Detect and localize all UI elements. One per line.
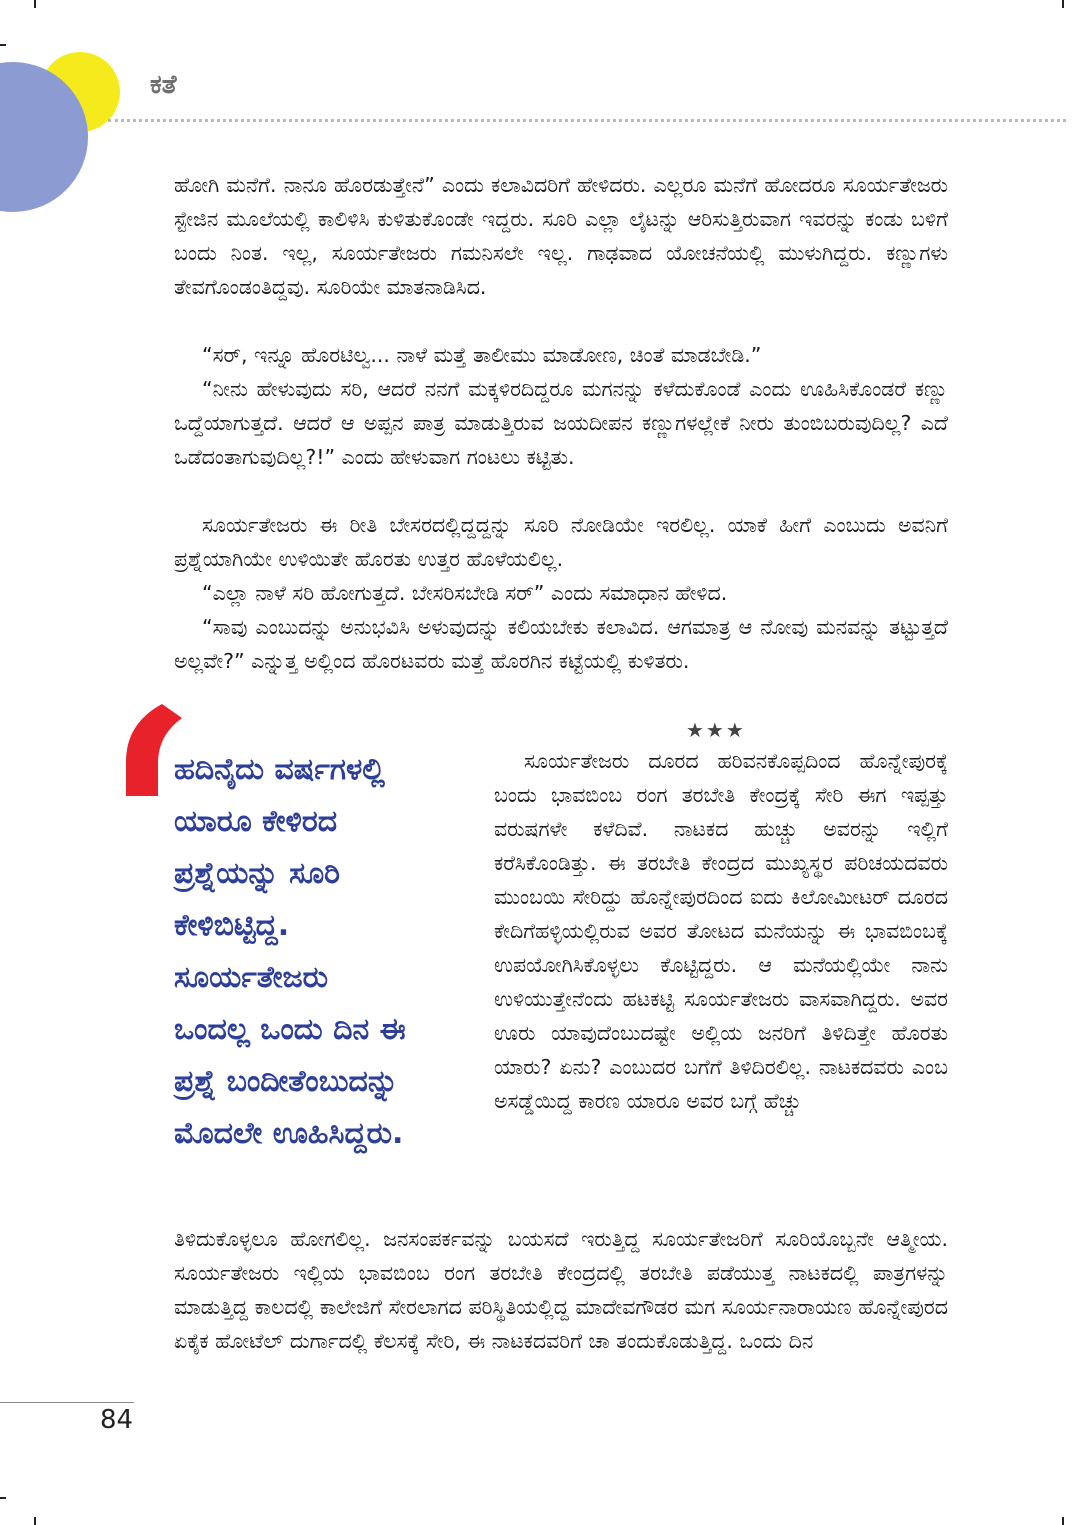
page-number: 84 xyxy=(100,1405,134,1435)
crop-mark xyxy=(1062,0,1064,8)
body-paragraph: “ಎಲ್ಲಾ ನಾಳೆ ಸರಿ ಹೋಗುತ್ತದೆ. ಬೇಸರಿಸಬೇಡಿ ಸರ್” ಎಂದು ಸಮಾಧಾನ ಹೇಳಿದ. xyxy=(202,581,728,605)
dotted-divider xyxy=(108,119,1066,122)
pull-quote-line: ಸೂರ್ಯತೇಜರು xyxy=(174,960,329,995)
column-paragraph: ಸೂರ್ಯತೇಜರು ದೂರದ ಹರಿವನಕೊಪ್ಪದಿಂದ ಹೊನ್ನೇಪುರಕ್ಕೆ ಬಂದು ಭಾವಬಿಂಬ ರಂಗ ತರಬೇತಿ ಕೇಂದ್ರಕ್ಕೆ ಸೇರಿ ಈಗ ಇಪ್ಪತ್ತು ವರುಷಗಳೇ ಕಳೆದಿವೆ. ನಾಟಕದ ಹುಚ್ಚು ಅವರನ್ನು ಇಲ್ಲಿಗೆ ಕರೆಸಿಕೊಂಡಿತ್ತು. ಈ ತರಬೇತಿ ಕೇಂದ್ರದ ಮುಖ್ಯಸ್ಥರ ಪರಿಚಯದವರು ಮುಂಬಯಿ ಸೇರಿದ್ದು ಹೊನ್ನೇಪುರದಿಂದ ಐದು ಕಿಲೋಮೀಟರ್ ದೂರದ ಕೇದಿಗೆಹಳ್ಳಿಯಲ್ಲಿರುವ ಅವರ ತೋಟದ ಮನೆಯನ್ನು ಈ ಭಾವಬಿಂಬಕ್ಕೆ ಉಪಯೋಗಿಸಿಕೊಳ್ಳಲು ಕೊಟ್ಟಿದ್ದರು. ಆ ಮನೆಯಲ್ಲಿಯೇ ನಾನು ಉಳಿಯುತ್ತೇನೆಂದು ಹಟಕಟ್ಟಿ ಸೂರ್ಯತೇಜರು ವಾಸವಾಗಿದ್ದರು. ಅವರ ಊರು ಯಾವುದೆಂಬುದಷ್ಟೇ ಅಲ್ಲಿಯ ಜನರಿಗೆ ತಿಳಿದಿತ್ತೇ ಹೊರತು ಯಾರು? ಏನು? ಎಂಬುದರ ಬಗೆಗೆ ತಿಳಿದಿರಲಿಲ್ಲ. ನಾಟಕದವರು ಎಂಬ ಅಸಡ್ಡೆಯಿದ್ದ ಕಾರಣ ಯಾರೂ ಅವರ ಬಗ್ಗೆ ಹೆಚ್ಚು xyxy=(494,749,948,1113)
crop-mark xyxy=(34,1517,36,1525)
pull-quote-line: ಪ್ರಶ್ನೆ ಬಂದೀತೆಂಬುದನ್ನು xyxy=(174,1064,399,1099)
body-paragraph: “ಸರ್, ಇನ್ನೂ ಹೊರಟಿಲ್ವ... ನಾಳೆ ಮತ್ತೆ ತಾಲೀಮು ಮಾಡೋಣ, ಚಿಂತೆ ಮಾಡಬೇಡಿ.” xyxy=(202,343,762,367)
footer-rule xyxy=(0,1402,134,1403)
crop-mark xyxy=(1062,1517,1064,1525)
crop-mark xyxy=(34,0,36,8)
pull-quote-line: ಒಂದಲ್ಲ ಒಂದು ದಿನ ಈ xyxy=(174,1012,406,1047)
pull-quote-line: ಪ್ರಶ್ನೆಯನ್ನು ಸೂರಿ xyxy=(174,856,340,891)
pull-quote-line: ಕೇಳಿಬಿಟ್ಟಿದ್ದ. xyxy=(174,908,290,943)
pull-quote-line: ಹದಿನೈದು ವರ್ಷಗಳಲ್ಲಿ xyxy=(174,752,385,787)
section-title: ಕತೆ xyxy=(150,70,177,100)
body-paragraph: ತಿಳಿದುಕೊಳ್ಳಲೂ ಹೋಗಲಿಲ್ಲ. ಜನಸಂಪರ್ಕವನ್ನು ಬಯಸದೆ ಇರುತ್ತಿದ್ದ ಸೂರ್ಯತೇಜರಿಗೆ ಸೂರಿಯೊಬ್ಬನೇ ಆತ್ಮೀಯ. ಸೂರ್ಯತೇಜರು ಇಲ್ಲಿಯ ಭಾವಬಿಂಬ ರಂಗ ತರಬೇತಿ ಕೇಂದ್ರದಲ್ಲಿ ತರಬೇತಿ ಪಡೆಯುತ್ತ ನಾಟಕದಲ್ಲಿ ಪಾತ್ರಗಳನ್ನು ಮಾಡುತ್ತಿದ್ದ ಕಾಲದಲ್ಲಿ ಕಾಲೇಜಿಗೆ ಸೇರಲಾಗದ ಪರಿಸ್ಥಿತಿಯಲ್ಲಿದ್ದ ಮಾದೇವಗೌಡರ ಮಗ ಸೂರ್ಯನಾರಾಯಣ ಹೊನ್ನೇಪುರದ ಏಕೈಕ ಹೋಟೆಲ್ ದುರ್ಗಾದಲ್ಲಿ ಕೆಲಸಕ್ಕೆ ಸೇರಿ, ಈ ನಾಟಕದವರಿಗೆ ಚಾ ತಂದುಕೊಡುತ್ತಿದ್ದ. ಒಂದು ದಿನ xyxy=(174,1227,948,1353)
body-paragraph: ಸೂರ್ಯತೇಜರು ಈ ರೀತಿ ಬೇಸರದಲ್ಲಿದ್ದದ್ದನ್ನು ಸೂರಿ ನೋಡಿಯೇ ಇರಲಿಲ್ಲ. ಯಾಕೆ ಹೀಗೆ ಎಂಬುದು ಅವನಿಗೆ ಪ್ರಶ್ನೆಯಾಗಿಯೇ ಉಳಿಯಿತೇ ಹೊರತು ಉತ್ತರ ಹೊಳೆಯಲಿಲ್ಲ. xyxy=(174,513,948,571)
pull-quote-line: ಮೊದಲೇ ಊಹಿಸಿದ್ದರು. xyxy=(174,1116,404,1151)
crop-mark xyxy=(0,44,6,46)
section-separator: ★★★ xyxy=(686,718,746,742)
crop-mark xyxy=(0,1497,6,1499)
quote-mark-icon xyxy=(122,704,182,814)
pull-quote-line: ಯಾರೂ ಕೇಳಿರದ xyxy=(174,804,338,839)
body-paragraph: ಹೋಗಿ ಮನೆಗೆ. ನಾನೂ ಹೊರಡುತ್ತೇನೆ” ಎಂದು ಕಲಾವಿದರಿಗೆ ಹೇಳಿದರು. ಎಲ್ಲರೂ ಮನೆಗೆ ಹೋದರೂ ಸೂರ್ಯತೇಜರು ಸ್ಟೇಜಿನ ಮೂಲೆಯಲ್ಲಿ ಕಾಲಿಳಿಸಿ ಕುಳಿತುಕೊಂಡೇ ಇದ್ದರು. ಸೂರಿ ಎಲ್ಲಾ ಲೈಟನ್ನು ಆರಿಸುತ್ತಿರುವಾಗ ಇವರನ್ನು ಕಂಡು ಬಳಿಗೆ ಬಂದು ನಿಂತ. ಇಲ್ಲ, ಸೂರ್ಯತೇಜರು ಗಮನಿಸಲೇ ಇಲ್ಲ. ಗಾಢವಾದ ಯೋಚನೆಯಲ್ಲಿ ಮುಳುಗಿದ್ದರು. ಕಣ್ಣುಗಳು ತೇವಗೊಂಡಂತಿದ್ದವು. ಸೂರಿಯೇ ಮಾತನಾಡಿಸಿದ. xyxy=(174,173,948,299)
body-paragraph: “ಸಾವು ಎಂಬುದನ್ನು ಅನುಭವಿಸಿ ಅಳುವುದನ್ನು ಕಲಿಯಬೇಕು ಕಲಾವಿದ. ಆಗಮಾತ್ರ ಆ ನೋವು ಮನವನ್ನು ತಟ್ಟುತ್ತದೆ ಅಲ್ಲವೇ?” ಎನ್ನುತ್ತ ಅಲ್ಲಿಂದ ಹೊರಟವರು ಮತ್ತೆ ಹೊರಗಿನ ಕಟ್ಟೆಯಲ್ಲಿ ಕುಳಿತರು. xyxy=(174,615,948,673)
body-paragraph: “ನೀನು ಹೇಳುವುದು ಸರಿ, ಆದರೆ ನನಗೆ ಮಕ್ಕಳಿರದಿದ್ದರೂ ಮಗನನ್ನು ಕಳೆದುಕೊಂಡೆ ಎಂದು ಊಹಿಸಿಕೊಂಡರೆ ಕಣ್ಣು ಒದ್ದೆಯಾಗುತ್ತದೆ. ಆದರೆ ಆ ಅಪ್ಪನ ಪಾತ್ರ ಮಾಡುತ್ತಿರುವ ಜಯದೀಪನ ಕಣ್ಣುಗಳಲ್ಲೇಕೆ ನೀರು ತುಂಬಿಬರುವುದಿಲ್ಲ? ಎದೆ ಒಡೆದಂತಾಗುವುದಿಲ್ಲ?!” ಎಂದು ಹೇಳುವಾಗ ಗಂಟಲು ಕಟ್ಟಿತು. xyxy=(174,377,948,469)
